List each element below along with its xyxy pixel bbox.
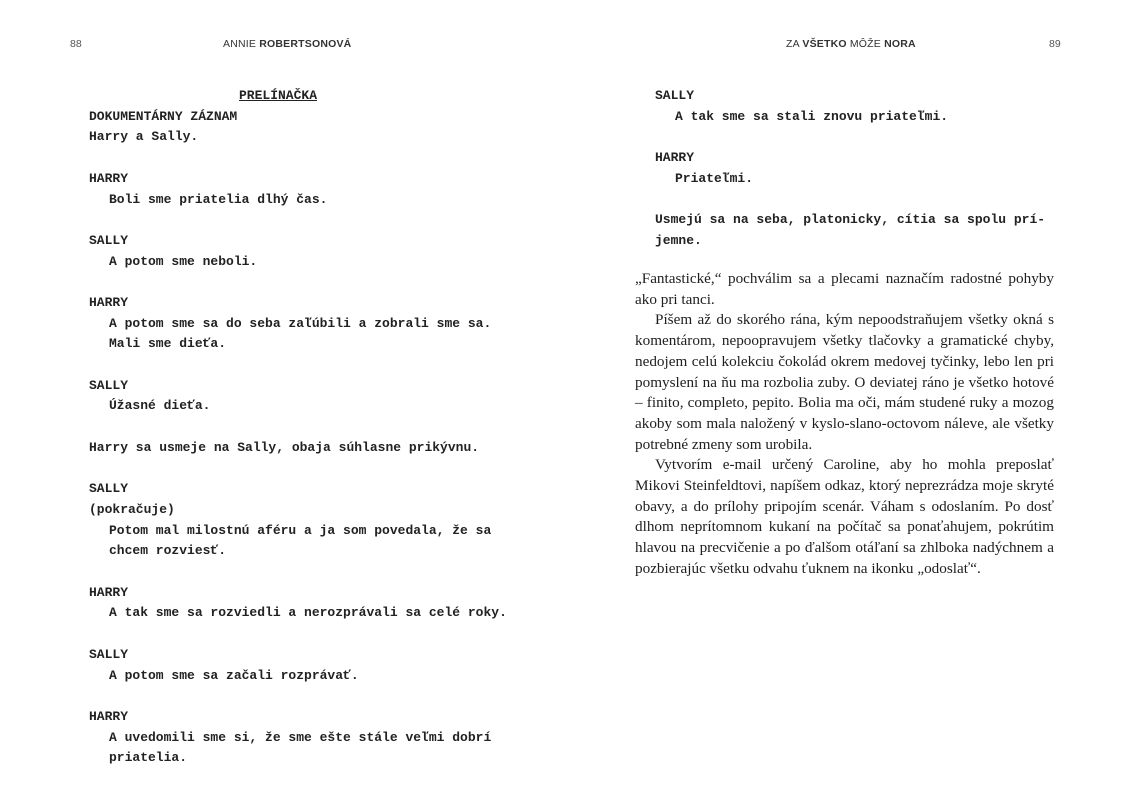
script-line: DOKUMENTÁRNY ZÁZNAM — [89, 108, 238, 124]
blank-line — [89, 355, 564, 376]
script-line: HARRY — [89, 708, 129, 724]
script-line: priatelia. — [109, 750, 188, 766]
paragraph: Vytvorím e-mail určený Caroline, aby ho mohla preposlať Mikovi Steinfeldtovi, napíšem odkaz, ktorý neprezrádza moje skryté obavy, a do prílohy pripojím scenár. Váham s odoslaním. Po dosť dlhom neprítomnom kukaní na počítač sa ponaťahujem, pokrútim hlavou na precvičenie a po ďalšom otáľaní sa zhlboka nadýchnem a pozbierajúc všetku odvahu ťuknem na ikonku „odoslať“. — [635, 456, 1054, 577]
blank-line — [89, 624, 564, 645]
script-line: SALLY — [89, 481, 129, 497]
script-line: Potom mal milostnú aféru a ja som povedala, že sa — [109, 522, 492, 538]
left-page — [0, 0, 565, 800]
right-page — [566, 0, 1131, 800]
script-line: jemne. — [655, 232, 702, 248]
script-line: A uvedomili sme si, že sme ešte stále veľmi dobrí — [109, 729, 492, 745]
blank-line — [89, 272, 564, 293]
script-line: A tak sme sa stali znovu priateľmi. — [675, 108, 949, 124]
script-line: Harry a Sally. — [89, 129, 199, 145]
script-line: Priateľmi. — [675, 170, 754, 186]
script-line: SALLY — [89, 232, 129, 248]
right-screenplay — [655, 86, 1095, 252]
script-line: A potom sme sa do seba zaľúbili a zobrali sme sa. — [109, 315, 492, 331]
blank-line — [89, 459, 564, 480]
script-line: A potom sme neboli. — [109, 253, 258, 269]
script-line: A tak sme sa rozviedli a nerozprávali sa celé roky. — [109, 605, 507, 621]
script-line: Boli sme priatelia dlhý čas. — [109, 191, 328, 207]
script-line: Mali sme dieťa. — [109, 336, 227, 352]
script-line: SALLY — [89, 646, 129, 662]
script-line: SALLY — [655, 88, 695, 103]
right-page-number: 89 — [1049, 38, 1061, 50]
script-title: PRELÍNAČKA — [239, 88, 318, 103]
right-running-head — [786, 38, 916, 50]
paragraph: Píšem až do skorého rána, kým nepoodstraňujem všetky okná s komentárom, nepoopravujem všetky tlačovky a gramatické chyby, nedojem celú kolekciu čokolád okrem medovej tyčinky, lebo len pri pomyslení na ňu ma rozbolia zuby. O deviatej ráno je všetko hotové – finito, completo, pepito. Bolia ma oči, mám studené ruky a mozog akoby som mala naložený v kyslo-slano-octovom náleve, ale všetky potrebné zmeny som urobila. — [635, 311, 1054, 453]
author-surname: ROBERTSONOVÁ — [259, 38, 352, 50]
blank-line — [89, 562, 564, 583]
script-line: HARRY — [655, 150, 695, 166]
left-running-head — [223, 38, 351, 50]
blank-line — [655, 127, 1095, 148]
blank-line — [89, 417, 564, 438]
script-line: A potom sme sa začali rozprávať. — [109, 667, 359, 683]
script-line: Usmejú sa na seba, platonicky, cítia sa spolu prí- — [655, 212, 1046, 228]
left-page-number: 88 — [70, 38, 82, 50]
blank-line — [89, 210, 564, 231]
script-line: chcem rozviesť. — [109, 543, 227, 559]
script-line: HARRY — [89, 170, 129, 186]
title-part-3: MÔŽE — [846, 38, 885, 50]
blank-line — [655, 190, 1095, 211]
title-part-1: ZA — [786, 38, 803, 50]
script-line: Úžasné dieťa. — [109, 398, 211, 414]
script-line: HARRY — [89, 294, 129, 310]
script-line: Harry sa usmeje na Sally, obaja súhlasne prikývnu. — [89, 439, 480, 455]
script-line: (pokračuje) — [89, 501, 175, 517]
title-part-2: VŠETKO — [802, 38, 847, 50]
prose-text — [635, 269, 1054, 580]
left-screenplay — [89, 86, 564, 769]
paragraph: „Fantastické,“ pochválim sa a plecami naznačím radostné pohyby ako pri tanci. — [635, 270, 1054, 308]
blank-line — [89, 686, 564, 707]
blank-line — [89, 148, 564, 169]
title-part-4: NORA — [884, 38, 916, 50]
author-prefix: ANNIE — [223, 38, 260, 50]
script-line: HARRY — [89, 584, 129, 600]
script-line: SALLY — [89, 377, 129, 393]
